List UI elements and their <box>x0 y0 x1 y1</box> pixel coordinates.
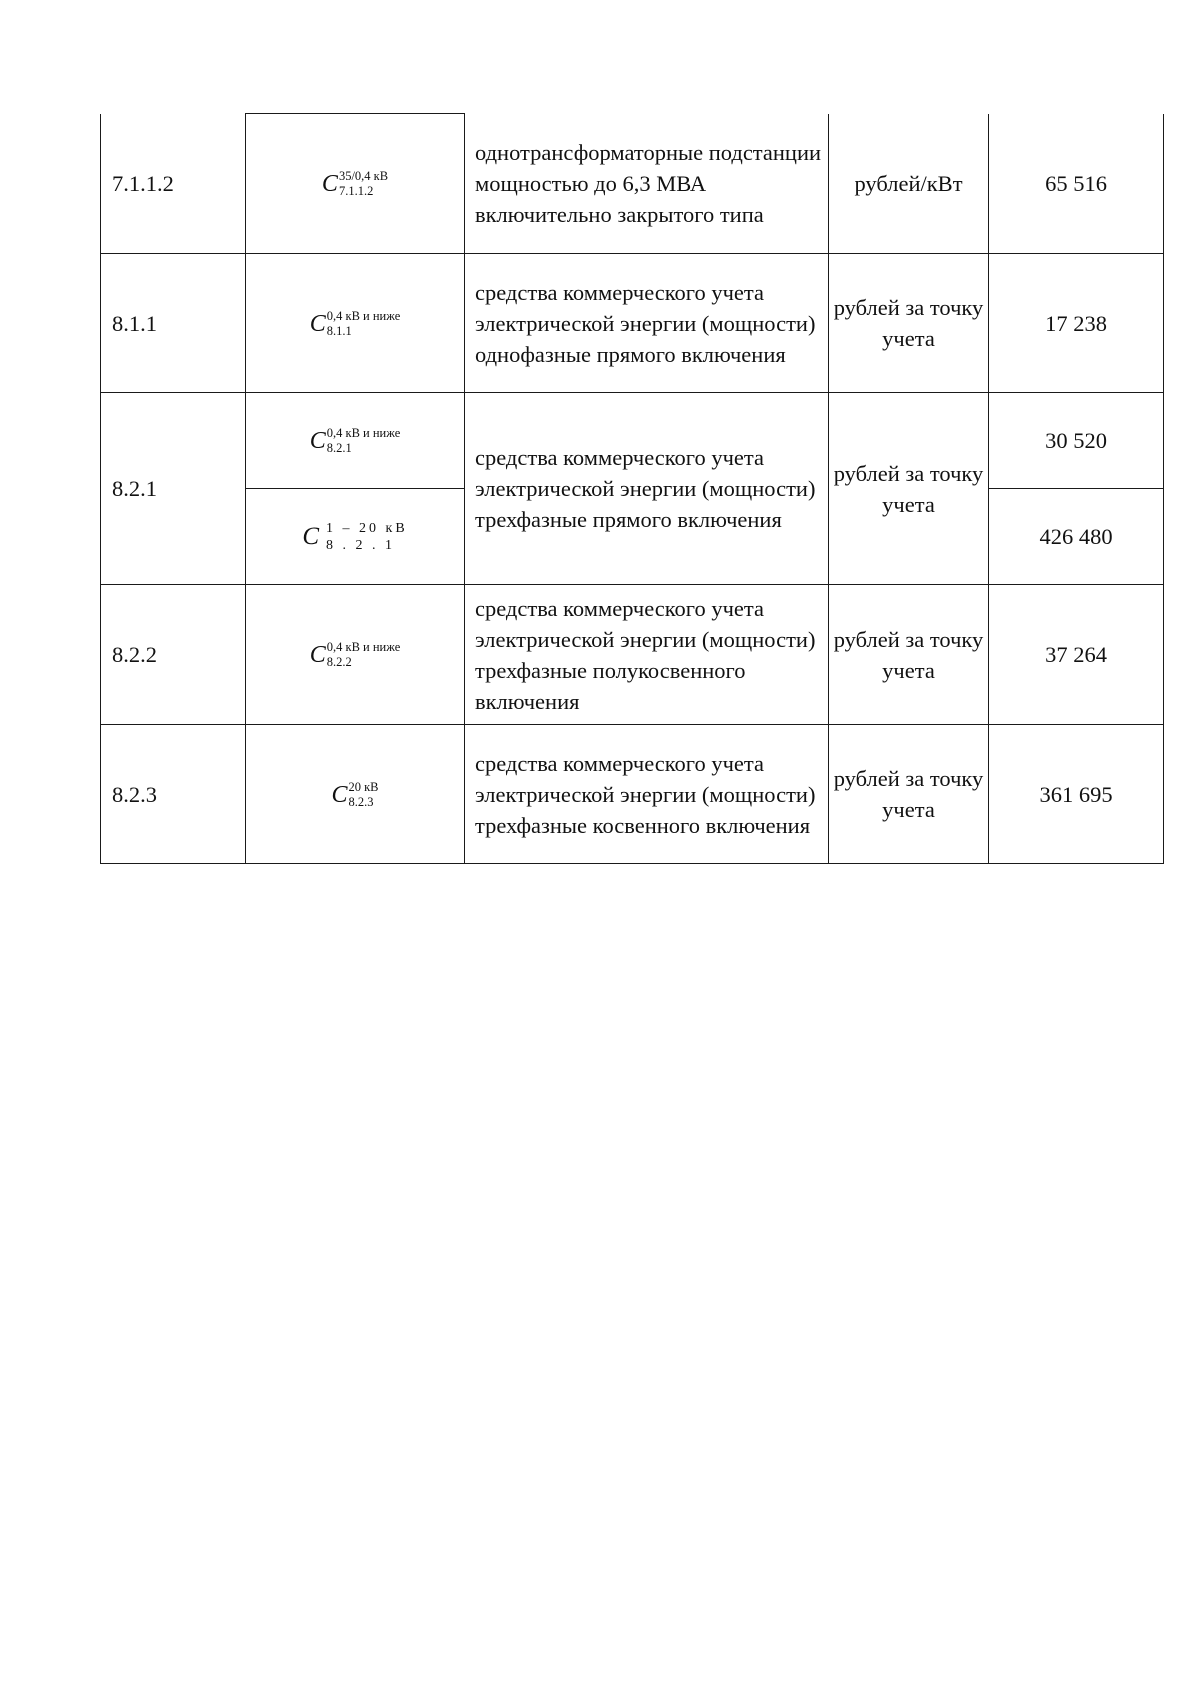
row-description: средства коммерческого учета электрической энергии (мощности) трехфазные прямого включения <box>465 393 829 585</box>
rate-formula: C 20 кВ 8.2.3 <box>246 725 465 864</box>
row-description: средства коммерческого учета электрической энергии (мощности) трехфазные полукосвенного включения <box>465 585 829 725</box>
table-row <box>101 393 1164 489</box>
row-value: 30 520 <box>989 393 1164 489</box>
row-value: 17 238 <box>989 254 1164 393</box>
row-description: средства коммерческого учета электрической энергии (мощности) однофазные прямого включения <box>465 254 829 393</box>
row-unit: рублей/кВт <box>829 114 989 254</box>
rate-formula: C 35/0,4 кВ 7.1.1.2 <box>246 114 465 254</box>
row-code: 8.2.2 <box>101 585 246 725</box>
row-unit: рублей за точку учета <box>829 585 989 725</box>
table-row <box>101 725 1164 864</box>
row-description: средства коммерческого учета электрической энергии (мощности) трехфазные косвенного включения <box>465 725 829 864</box>
row-code: 7.1.1.2 <box>101 114 246 254</box>
row-code: 8.1.1 <box>101 254 246 393</box>
table-row <box>101 254 1164 393</box>
row-unit: рублей за точку учета <box>829 393 989 585</box>
rate-formula: C 0,4 кВ и ниже 8.1.1 <box>246 254 465 393</box>
table-row <box>101 114 1164 254</box>
row-value: 426 480 <box>989 489 1164 585</box>
row-unit: рублей за точку учета <box>829 725 989 864</box>
row-code: 8.2.3 <box>101 725 246 864</box>
row-code: 8.2.1 <box>101 393 246 585</box>
table-row <box>101 585 1164 725</box>
rates-table <box>100 113 1164 864</box>
row-value: 361 695 <box>989 725 1164 864</box>
row-value: 65 516 <box>989 114 1164 254</box>
rate-formula: C 0,4 кВ и ниже 8.2.2 <box>246 585 465 725</box>
row-unit: рублей за точку учета <box>829 254 989 393</box>
rate-formula: C 1 – 20 кВ 8 . 2 . 1 <box>246 489 465 585</box>
rate-formula: C 0,4 кВ и ниже 8.2.1 <box>246 393 465 489</box>
row-value: 37 264 <box>989 585 1164 725</box>
row-description: однотрансформаторные подстанции мощностью до 6,3 МВА включительно закрытого типа <box>465 114 829 254</box>
